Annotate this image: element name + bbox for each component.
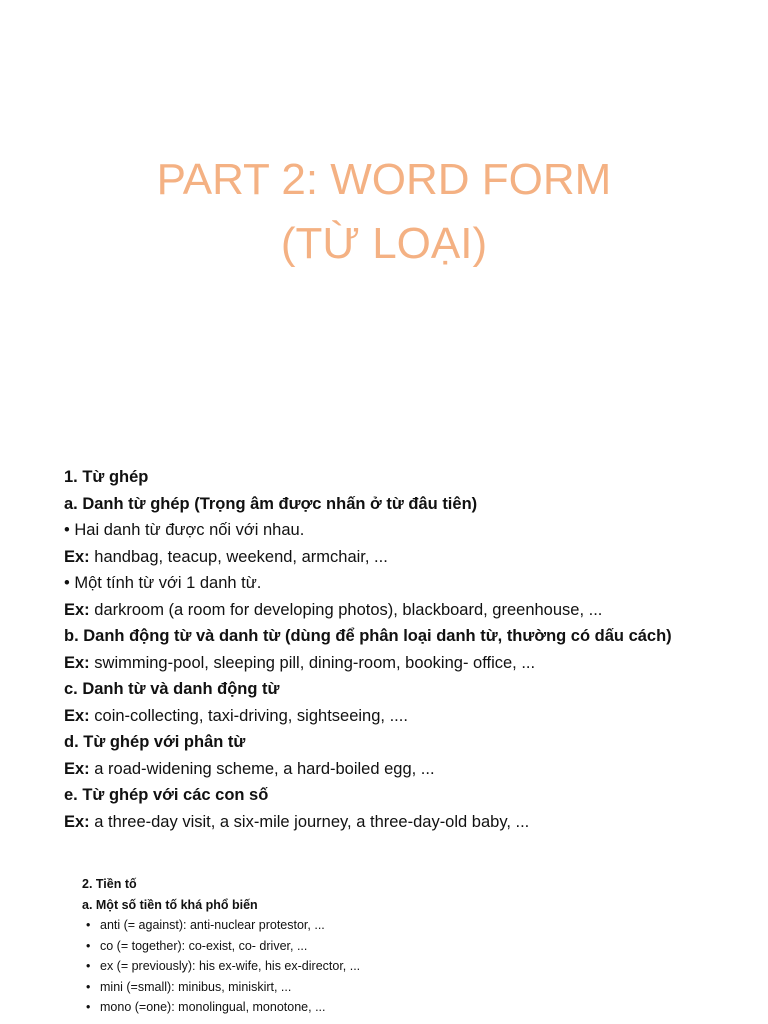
example-text: coin-collecting, taxi-driving, sightseeing, .... [89,706,408,725]
subheading-c: c. Danh từ và danh động từ [64,680,280,698]
subheading-b: b. Danh động từ và danh từ (dùng để phân loại danh từ, thường có dấu cách) [64,627,672,645]
example-label: Ex: [64,812,90,831]
bullet-icon: • [86,1000,91,1014]
example-label: Ex: [64,600,90,619]
list-item-text: mini (=small): minibus, miniskirt, ... [100,979,292,994]
page-title-line1: PART 2: WORD FORM [156,155,612,204]
list-item [82,977,722,998]
list-item-text: mono (=one): monolingual, monotone, ... [100,1000,326,1014]
bullet-item: • Hai danh từ được nối với nhau. [64,521,305,539]
section-prefixes [82,874,722,1018]
example-text: darkroom (a room for developing photos), blackboard, greenhouse, ... [89,600,603,619]
list-item [82,915,722,936]
example-text: a road-widening scheme, a hard-boiled egg, ... [89,759,435,778]
subheading-a: a. Danh từ ghép (Trọng âm được nhấn ở từ đâu tiên) [64,494,478,513]
list-item-text: anti (= against): anti-nuclear protestor, ... [100,918,325,932]
example-line [64,809,754,836]
list-item [82,936,722,957]
subheading: a. Một số tiền tố khá phổ biến [82,897,258,912]
list-item-text: ex (= previously): his ex-wife, his ex-director, ... [100,959,361,973]
bullet-item: • Một tính từ với 1 danh từ. [64,574,262,592]
example-label: Ex: [64,653,90,672]
section-compound-words [64,464,754,835]
bullet-icon: • [86,918,91,932]
bullet-icon: • [86,979,91,994]
bullet-icon: • [86,959,91,973]
example-line [64,597,754,624]
subheading-d: d. Từ ghép với phân từ [64,733,246,751]
example-text: swimming-pool, sleeping pill, dining-room, booking- office, ... [89,653,536,672]
example-line [64,756,754,783]
list-item [82,997,722,1018]
page-title-line2: (TỪ LOẠI) [280,219,488,268]
example-line [64,650,754,677]
example-line [64,703,754,730]
example-text: handbag, teacup, weekend, armchair, ... [89,547,388,566]
list-item [82,956,722,977]
section-heading: 1. Từ ghép [64,468,149,486]
example-label: Ex: [64,547,90,566]
example-text: a three-day visit, a six-mile journey, a three-day-old baby, ... [89,812,530,831]
example-label: Ex: [64,759,90,778]
list-item-text: co (= together): co-exist, co- driver, ... [100,938,308,953]
bullet-icon: • [86,938,91,953]
example-line [64,544,754,571]
section-heading: 2. Tiền tố [82,877,137,891]
example-label: Ex: [64,706,90,725]
subheading-e: e. Từ ghép với các con số [64,786,269,804]
